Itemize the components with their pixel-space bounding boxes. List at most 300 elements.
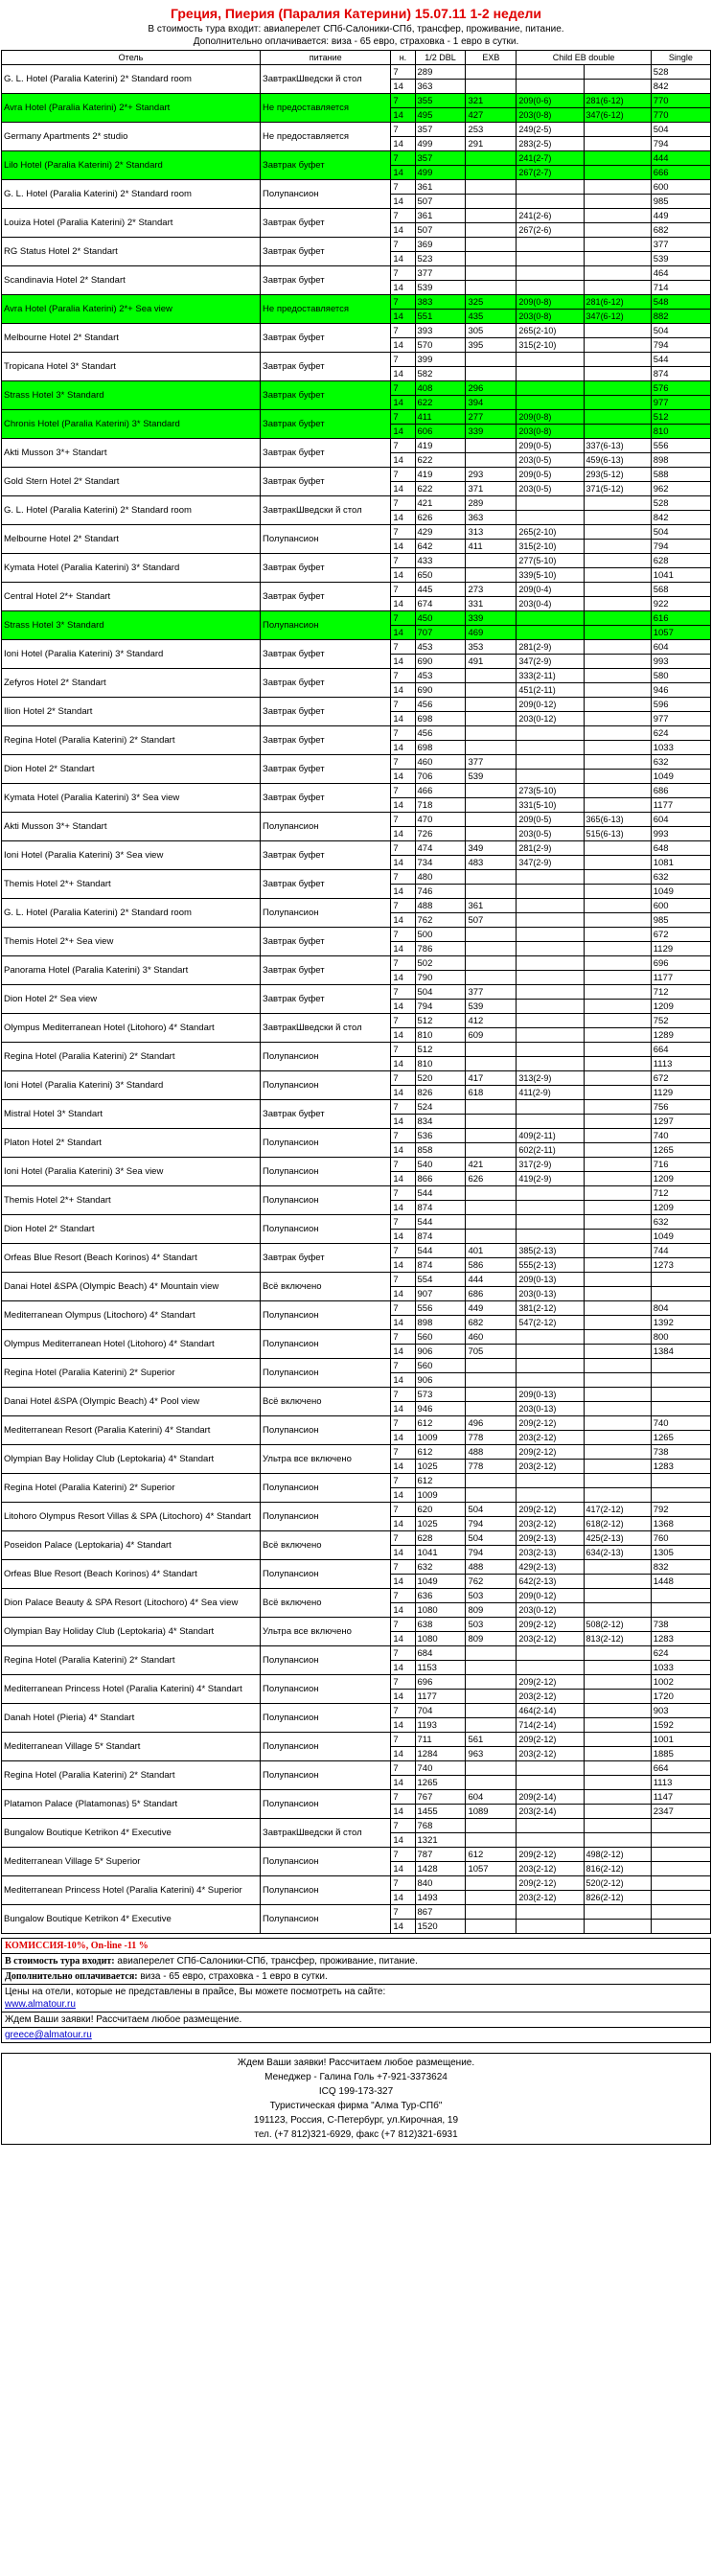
price-exb xyxy=(466,1819,517,1833)
price-exb: 444 xyxy=(466,1273,517,1287)
price-dbl: 560 xyxy=(415,1359,466,1373)
price-child-2 xyxy=(584,1143,651,1158)
price-dbl: 606 xyxy=(415,425,466,439)
price-child-1: 209(2-12) xyxy=(517,1445,584,1460)
meal-plan: Завтрак буфет xyxy=(261,841,391,870)
price-single xyxy=(651,1373,710,1388)
price-exb: 253 xyxy=(466,123,517,137)
price-dbl: 453 xyxy=(415,640,466,655)
hotel-name: Danah Hotel (Pieria) 4* Standart xyxy=(2,1704,261,1733)
price-child-1: 409(2-11) xyxy=(517,1129,584,1143)
price-single: 616 xyxy=(651,611,710,626)
price-child-1: 203(0-5) xyxy=(517,827,584,841)
price-child-1: 642(2-13) xyxy=(517,1575,584,1589)
price-single: 832 xyxy=(651,1560,710,1575)
price-child-2: 459(6-13) xyxy=(584,453,651,468)
nights: 14 xyxy=(391,568,415,583)
table-row xyxy=(2,209,711,223)
price-child-2 xyxy=(584,1071,651,1086)
price-exb: 539 xyxy=(466,1000,517,1014)
price-exb: 762 xyxy=(466,1575,517,1589)
price-child-1: 203(2-12) xyxy=(517,1431,584,1445)
price-single: 1049 xyxy=(651,1230,710,1244)
meal-plan: Полупансион xyxy=(261,1905,391,1934)
contacts-manager: Менеджер - Галина Голь +7-921-3373624 xyxy=(264,2072,448,2082)
price-dbl: 867 xyxy=(415,1905,466,1920)
price-dbl: 1520 xyxy=(415,1920,466,1934)
price-exb: 394 xyxy=(466,396,517,410)
nights: 7 xyxy=(391,209,415,223)
nights: 14 xyxy=(391,655,415,669)
meal-plan: Завтрак буфет xyxy=(261,439,391,468)
price-exb xyxy=(466,971,517,985)
price-dbl: 507 xyxy=(415,223,466,238)
price-exb: 296 xyxy=(466,381,517,396)
email-link[interactable]: greece@almatour.ru xyxy=(5,2030,92,2040)
price-child-2 xyxy=(584,1431,651,1445)
price-child-1 xyxy=(517,238,584,252)
price-child-1: 209(0-8) xyxy=(517,295,584,310)
price-child-1: 203(0-8) xyxy=(517,310,584,324)
price-single: 576 xyxy=(651,381,710,396)
price-child-1: 203(2-14) xyxy=(517,1805,584,1819)
price-exb xyxy=(466,1115,517,1129)
table-row xyxy=(2,899,711,913)
nights: 7 xyxy=(391,468,415,482)
price-single: 1592 xyxy=(651,1718,710,1733)
hotel-name: Avra Hotel (Paralia Katerini) 2*+ Standart xyxy=(2,94,261,123)
meal-plan: Завтрак буфет xyxy=(261,209,391,238)
price-child-2: 293(5-12) xyxy=(584,468,651,482)
price-child-1: 209(2-12) xyxy=(517,1416,584,1431)
meal-plan: Полупансион xyxy=(261,1186,391,1215)
price-exb: 371 xyxy=(466,482,517,496)
nights: 14 xyxy=(391,396,415,410)
price-child-2 xyxy=(584,1474,651,1488)
price-dbl: 1025 xyxy=(415,1460,466,1474)
price-child-2 xyxy=(584,1575,651,1589)
extra-label: Дополнительно оплачивается: xyxy=(5,1971,138,1982)
hotel-name: Panorama Hotel (Paralia Katerini) 3* Standart xyxy=(2,956,261,985)
price-dbl: 740 xyxy=(415,1761,466,1776)
hotel-name: Regina Hotel (Paralia Katerini) 2* Superior xyxy=(2,1474,261,1503)
price-child-2 xyxy=(584,770,651,784)
nights: 7 xyxy=(391,726,415,741)
price-dbl: 512 xyxy=(415,1014,466,1028)
price-exb xyxy=(466,1215,517,1230)
price-exb: 395 xyxy=(466,338,517,353)
price-child-1: 203(2-12) xyxy=(517,1517,584,1531)
price-child-2 xyxy=(584,1488,651,1503)
hotel-name: RG Status Hotel 2* Standart xyxy=(2,238,261,266)
price-child-1: 347(2-9) xyxy=(517,856,584,870)
nights: 7 xyxy=(391,238,415,252)
hotel-name: Platon Hotel 2* Standart xyxy=(2,1129,261,1158)
nights: 14 xyxy=(391,942,415,956)
price-child-1: 203(0-8) xyxy=(517,108,584,123)
price-child-1: 602(2-11) xyxy=(517,1143,584,1158)
hotel-name: Germany Apartments 2* studio xyxy=(2,123,261,151)
price-single: 1001 xyxy=(651,1733,710,1747)
price-single xyxy=(651,1905,710,1920)
price-exb xyxy=(466,195,517,209)
price-child-2: 498(2-12) xyxy=(584,1848,651,1862)
price-exb: 277 xyxy=(466,410,517,425)
hotel-name: Ioni Hotel (Paralia Katerini) 3* Standard xyxy=(2,640,261,669)
table-row xyxy=(2,468,711,482)
includes-label: В стоимость тура входит: xyxy=(5,1956,115,1966)
price-child-2 xyxy=(584,698,651,712)
price-child-2 xyxy=(584,1244,651,1258)
nights: 14 xyxy=(391,683,415,698)
price-exb: 503 xyxy=(466,1618,517,1632)
meal-plan: Завтрак буфет xyxy=(261,726,391,755)
price-child-2: 281(6-12) xyxy=(584,94,651,108)
meal-plan: Полупансион xyxy=(261,1733,391,1761)
nights: 14 xyxy=(391,1000,415,1014)
nights: 14 xyxy=(391,1661,415,1675)
nights: 14 xyxy=(391,166,415,180)
table-row xyxy=(2,554,711,568)
price-child-1 xyxy=(517,1014,584,1028)
header-dbl: 1/2 DBL xyxy=(415,51,466,65)
price-exb: 421 xyxy=(466,1158,517,1172)
price-child-1: 547(2-12) xyxy=(517,1316,584,1330)
price-child-1: 331(5-10) xyxy=(517,798,584,813)
price-exb xyxy=(466,1359,517,1373)
price-child-1 xyxy=(517,353,584,367)
price-exb xyxy=(466,942,517,956)
price-dbl: 445 xyxy=(415,583,466,597)
price-child-2 xyxy=(584,1675,651,1690)
site-link[interactable]: www.almatour.ru xyxy=(5,1999,76,2010)
price-child-2 xyxy=(584,1790,651,1805)
price-single xyxy=(651,1359,710,1373)
price-dbl: 620 xyxy=(415,1503,466,1517)
nights: 7 xyxy=(391,1761,415,1776)
price-child-1: 209(0-5) xyxy=(517,439,584,453)
price-single: 842 xyxy=(651,511,710,525)
table-row xyxy=(2,1819,711,1833)
price-single xyxy=(651,1287,710,1301)
table-row xyxy=(2,813,711,827)
price-child-2 xyxy=(584,655,651,669)
nights: 14 xyxy=(391,1546,415,1560)
price-child-2 xyxy=(584,1172,651,1186)
hotel-name: Regina Hotel (Paralia Katerini) 2* Standart xyxy=(2,726,261,755)
price-child-2 xyxy=(584,137,651,151)
price-child-1 xyxy=(517,726,584,741)
price-single: 528 xyxy=(651,65,710,80)
price-single: 756 xyxy=(651,1100,710,1115)
price-dbl: 858 xyxy=(415,1143,466,1158)
price-dbl: 502 xyxy=(415,956,466,971)
table-row xyxy=(2,985,711,1000)
nights: 14 xyxy=(391,1057,415,1071)
price-child-1: 209(0-6) xyxy=(517,94,584,108)
nights: 14 xyxy=(391,1230,415,1244)
meal-plan: Завтрак буфет xyxy=(261,324,391,353)
price-dbl: 786 xyxy=(415,942,466,956)
price-single xyxy=(651,1819,710,1833)
table-row xyxy=(2,928,711,942)
price-dbl: 488 xyxy=(415,899,466,913)
meal-plan: Завтрак буфет xyxy=(261,698,391,726)
table-row xyxy=(2,1876,711,1891)
price-dbl: 507 xyxy=(415,195,466,209)
nights: 14 xyxy=(391,1776,415,1790)
price-dbl: 690 xyxy=(415,683,466,698)
price-single: 1273 xyxy=(651,1258,710,1273)
price-single: 1002 xyxy=(651,1675,710,1690)
meal-plan: Полупансион xyxy=(261,1416,391,1445)
price-exb: 507 xyxy=(466,913,517,928)
meal-plan: Завтрак буфет xyxy=(261,755,391,784)
price-single: 664 xyxy=(651,1043,710,1057)
table-row xyxy=(2,1503,711,1517)
nights: 14 xyxy=(391,1143,415,1158)
table-row xyxy=(2,1186,711,1201)
price-single xyxy=(651,1474,710,1488)
price-child-1 xyxy=(517,1488,584,1503)
price-child-2 xyxy=(584,1833,651,1848)
price-single: 2347 xyxy=(651,1805,710,1819)
nights: 14 xyxy=(391,1517,415,1531)
meal-plan: Полупансион xyxy=(261,1129,391,1158)
table-row xyxy=(2,1790,711,1805)
price-dbl: 650 xyxy=(415,568,466,583)
price-exb xyxy=(466,1646,517,1661)
price-child-1: 249(2-5) xyxy=(517,123,584,137)
price-child-2 xyxy=(584,1230,651,1244)
price-dbl: 674 xyxy=(415,597,466,611)
price-dbl: 794 xyxy=(415,1000,466,1014)
nights: 14 xyxy=(391,1028,415,1043)
price-child-1: 429(2-13) xyxy=(517,1560,584,1575)
meal-plan: Полупансион xyxy=(261,1675,391,1704)
price-child-1: 203(0-4) xyxy=(517,597,584,611)
price-single: 1209 xyxy=(651,1000,710,1014)
nights: 14 xyxy=(391,1115,415,1129)
price-single: 504 xyxy=(651,123,710,137)
nights: 7 xyxy=(391,870,415,885)
price-child-1: 411(2-9) xyxy=(517,1086,584,1100)
price-child-2 xyxy=(584,195,651,209)
nights: 14 xyxy=(391,281,415,295)
nights: 14 xyxy=(391,1747,415,1761)
price-child-2: 816(2-12) xyxy=(584,1862,651,1876)
price-child-1: 315(2-10) xyxy=(517,540,584,554)
price-child-2 xyxy=(584,1776,651,1790)
table-row xyxy=(2,1273,711,1287)
price-single: 1209 xyxy=(651,1201,710,1215)
price-child-2 xyxy=(584,1043,651,1057)
price-child-2: 347(6-12) xyxy=(584,108,651,123)
hotel-name: Melbourne Hotel 2* Standart xyxy=(2,525,261,554)
nights: 7 xyxy=(391,381,415,396)
table-row xyxy=(2,496,711,511)
price-dbl: 419 xyxy=(415,468,466,482)
table-row xyxy=(2,324,711,338)
meal-plan: Завтрак буфет xyxy=(261,583,391,611)
price-single xyxy=(651,1848,710,1862)
table-row xyxy=(2,583,711,597)
price-single: 1265 xyxy=(651,1431,710,1445)
price-child-2 xyxy=(584,223,651,238)
table-row xyxy=(2,1244,711,1258)
price-single: 672 xyxy=(651,928,710,942)
price-single: 544 xyxy=(651,353,710,367)
nights: 7 xyxy=(391,1129,415,1143)
meal-plan: Всё включено xyxy=(261,1273,391,1301)
price-exb xyxy=(466,1833,517,1848)
nights: 14 xyxy=(391,971,415,985)
hotel-name: Lilo Hotel (Paralia Katerini) 2* Standard xyxy=(2,151,261,180)
price-child-2 xyxy=(584,611,651,626)
nights: 14 xyxy=(391,252,415,266)
price-child-2 xyxy=(584,1186,651,1201)
hotel-name: G. L. Hotel (Paralia Katerini) 2* Standard room xyxy=(2,496,261,525)
nights: 14 xyxy=(391,108,415,123)
price-exb xyxy=(466,1100,517,1115)
table-row xyxy=(2,1704,711,1718)
nights: 7 xyxy=(391,439,415,453)
price-exb: 809 xyxy=(466,1632,517,1646)
price-child-1: 265(2-10) xyxy=(517,324,584,338)
table-row xyxy=(2,1618,711,1632)
price-single: 1177 xyxy=(651,798,710,813)
price-dbl: 460 xyxy=(415,755,466,770)
price-child-2 xyxy=(584,1747,651,1761)
price-exb: 483 xyxy=(466,856,517,870)
price-single: 712 xyxy=(651,1186,710,1201)
price-child-1 xyxy=(517,611,584,626)
nights: 14 xyxy=(391,1603,415,1618)
price-child-1: 464(2-14) xyxy=(517,1704,584,1718)
price-dbl: 512 xyxy=(415,1043,466,1057)
nights: 14 xyxy=(391,367,415,381)
price-exb xyxy=(466,1920,517,1934)
nights: 7 xyxy=(391,1704,415,1718)
meal-plan: Ультра все включено xyxy=(261,1618,391,1646)
price-child-2 xyxy=(584,583,651,597)
price-single: 716 xyxy=(651,1158,710,1172)
hotel-name: Strass Hotel 3* Standard xyxy=(2,611,261,640)
price-child-1: 209(0-8) xyxy=(517,410,584,425)
meal-plan: Завтрак буфет xyxy=(261,151,391,180)
price-dbl: 874 xyxy=(415,1258,466,1273)
meal-plan: Завтрак буфет xyxy=(261,554,391,583)
price-child-1 xyxy=(517,885,584,899)
price-child-2 xyxy=(584,1215,651,1230)
table-row xyxy=(2,410,711,425)
price-exb xyxy=(466,238,517,252)
price-exb: 293 xyxy=(466,468,517,482)
price-child-1 xyxy=(517,1043,584,1057)
nights: 7 xyxy=(391,1301,415,1316)
price-dbl: 540 xyxy=(415,1158,466,1172)
nights: 14 xyxy=(391,1488,415,1503)
price-exb xyxy=(466,367,517,381)
price-child-1: 209(2-12) xyxy=(517,1618,584,1632)
price-child-2 xyxy=(584,1258,651,1273)
price-dbl: 560 xyxy=(415,1330,466,1345)
price-exb xyxy=(466,1402,517,1416)
table-row xyxy=(2,1474,711,1488)
price-dbl: 622 xyxy=(415,396,466,410)
price-child-1 xyxy=(517,1215,584,1230)
price-child-1 xyxy=(517,741,584,755)
table-row xyxy=(2,1330,711,1345)
price-child-2: 425(2-13) xyxy=(584,1531,651,1546)
price-child-1: 267(2-6) xyxy=(517,223,584,238)
price-single: 556 xyxy=(651,439,710,453)
price-exb xyxy=(466,1718,517,1733)
price-dbl: 810 xyxy=(415,1028,466,1043)
price-exb: 496 xyxy=(466,1416,517,1431)
price-exb: 325 xyxy=(466,295,517,310)
price-single: 738 xyxy=(651,1445,710,1460)
price-dbl: 628 xyxy=(415,1531,466,1546)
price-exb: 305 xyxy=(466,324,517,338)
nights: 7 xyxy=(391,1215,415,1230)
hotel-name: Olympus Mediterranean Hotel (Litohoro) 4* Standart xyxy=(2,1014,261,1043)
price-child-1: 209(0-5) xyxy=(517,468,584,482)
price-child-1: 714(2-14) xyxy=(517,1718,584,1733)
price-child-1: 241(2-6) xyxy=(517,209,584,223)
nights: 14 xyxy=(391,137,415,151)
price-single: 548 xyxy=(651,295,710,310)
price-exb xyxy=(466,1129,517,1143)
price-single: 903 xyxy=(651,1704,710,1718)
price-child-1 xyxy=(517,80,584,94)
nights: 14 xyxy=(391,1718,415,1733)
price-single xyxy=(651,1589,710,1603)
price-single: 568 xyxy=(651,583,710,597)
price-child-1 xyxy=(517,1761,584,1776)
price-child-2 xyxy=(584,1086,651,1100)
price-single: 682 xyxy=(651,223,710,238)
table-row xyxy=(2,266,711,281)
price-dbl: 369 xyxy=(415,238,466,252)
includes-subtitle: В стоимость тура входит: авиаперелет СПб-Салоники-СПб, трансфер, проживание, питание. xyxy=(148,24,564,34)
price-child-2 xyxy=(584,1301,651,1316)
price-single: 600 xyxy=(651,180,710,195)
price-exb: 339 xyxy=(466,611,517,626)
nights: 7 xyxy=(391,698,415,712)
nights: 7 xyxy=(391,65,415,80)
nights: 14 xyxy=(391,1402,415,1416)
price-exb xyxy=(466,741,517,755)
price-exb: 377 xyxy=(466,755,517,770)
price-exb xyxy=(466,928,517,942)
nights: 7 xyxy=(391,1618,415,1632)
hotel-name: Dion Hotel 2* Standart xyxy=(2,755,261,784)
nights: 7 xyxy=(391,1474,415,1488)
table-row xyxy=(2,1646,711,1661)
price-child-1: 203(0-5) xyxy=(517,482,584,496)
price-single: 504 xyxy=(651,324,710,338)
price-single: 1305 xyxy=(651,1546,710,1560)
meal-plan: ЗавтракШведски й стол xyxy=(261,1819,391,1848)
price-exb xyxy=(466,1891,517,1905)
meal-plan: Завтрак буфет xyxy=(261,238,391,266)
price-dbl: 421 xyxy=(415,496,466,511)
price-dbl: 704 xyxy=(415,1704,466,1718)
price-exb xyxy=(466,1776,517,1790)
price-dbl: 453 xyxy=(415,669,466,683)
meal-plan: Завтрак буфет xyxy=(261,266,391,295)
